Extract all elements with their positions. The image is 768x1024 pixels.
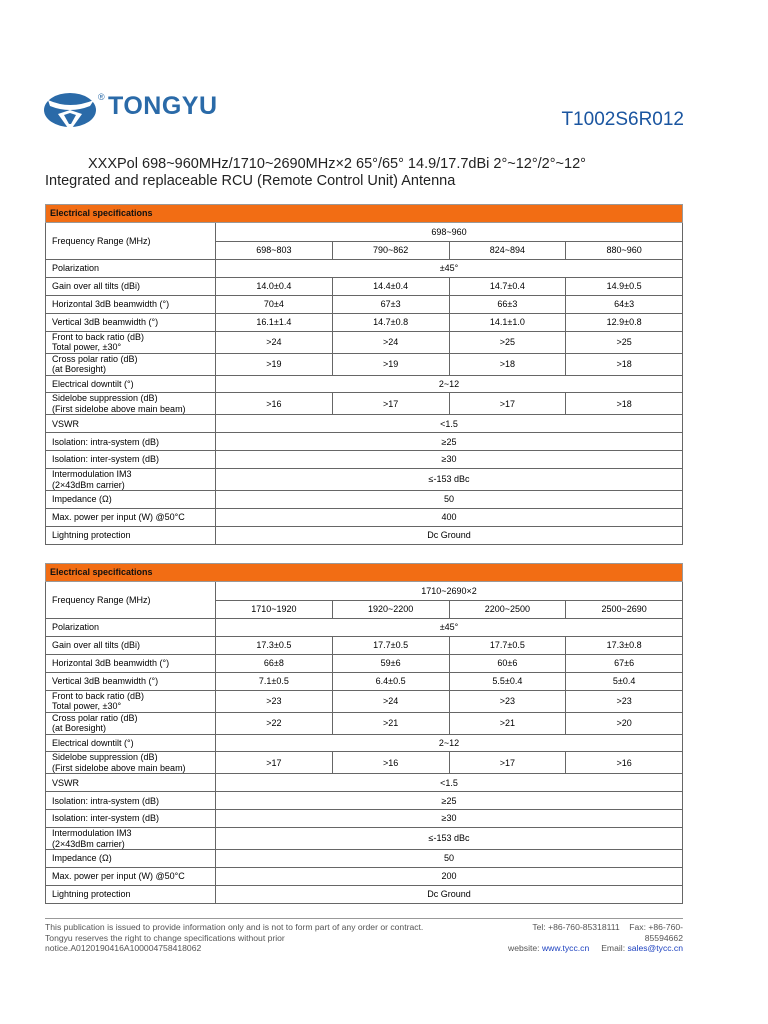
spec-value: 14.0±0.4	[216, 277, 333, 295]
spec-label	[46, 810, 216, 828]
spec-label	[46, 313, 216, 331]
spec-label-line: Sidelobe suppression (dB)	[52, 393, 158, 404]
spec-value: 64±3	[566, 295, 683, 313]
spec-label	[46, 654, 216, 672]
spec-value: >25	[566, 331, 683, 353]
spec-value: >24	[332, 331, 449, 353]
spec-row	[46, 868, 683, 886]
spec-value: 2~12	[216, 734, 683, 752]
spec-value: >25	[449, 331, 566, 353]
spec-value: 14.7±0.8	[332, 313, 449, 331]
spec-label	[46, 712, 216, 734]
spec-label	[46, 277, 216, 295]
brand-name: TONGYU	[108, 92, 218, 120]
sub-band-cell: 790~862	[332, 242, 449, 260]
spec-label	[46, 491, 216, 509]
tel-label: Tel:	[532, 922, 549, 932]
spec-value: >17	[449, 752, 566, 774]
spec-label-line: Cross polar ratio (dB)	[52, 353, 138, 364]
spec-label	[46, 619, 216, 637]
spec-row	[46, 509, 683, 527]
spec-value: >21	[449, 712, 566, 734]
spec-value: >24	[216, 331, 333, 353]
spec-row	[46, 810, 683, 828]
spec-label-line: Total power, ±30°	[52, 342, 122, 353]
spec-label	[46, 375, 216, 393]
spec-row	[46, 451, 683, 469]
spec-label	[46, 393, 216, 415]
spec-value: 5±0.4	[566, 672, 683, 690]
spec-value: 5.5±0.4	[449, 672, 566, 690]
spec-value: 60±6	[449, 654, 566, 672]
spec-value: >18	[449, 353, 566, 375]
frequency-range-label: Frequency Range (MHz)	[46, 223, 216, 260]
disclaimer-line: This publication is issued to provide information only and is not to form part of any order or contract.	[45, 922, 424, 932]
spec-value: 50	[216, 850, 683, 868]
spec-value: 67±3	[332, 295, 449, 313]
model-number: T1002S6R012	[561, 109, 684, 130]
spec-row	[46, 774, 683, 792]
spec-value: >16	[216, 393, 333, 415]
spec-label-line: Gain over all tilts (dBi)	[52, 281, 141, 292]
spec-value: >16	[566, 752, 683, 774]
spec-value: >16	[332, 752, 449, 774]
spec-label	[46, 752, 216, 774]
spec-label-line: Horizontal 3dB beamwidth (°)	[52, 298, 170, 309]
spec-label-line: Intermodulation IM3	[52, 828, 132, 839]
spec-value: 17.7±0.5	[449, 636, 566, 654]
spec-value: >18	[566, 393, 683, 415]
spec-label-line: Max. power per input (W) @50°C	[52, 871, 185, 882]
spec-row	[46, 353, 683, 375]
spec-row	[46, 469, 683, 491]
spec-label-line: Cross polar ratio (dB)	[52, 712, 138, 723]
spec-label	[46, 433, 216, 451]
spec-label-line: VSWR	[52, 418, 79, 429]
spec-label-line: (First sidelobe above main beam)	[52, 403, 186, 414]
spec-label	[46, 260, 216, 278]
section-header-row	[46, 564, 683, 582]
spec-row	[46, 734, 683, 752]
registered-mark: ®	[98, 92, 105, 102]
spec-label-line: Impedance (Ω)	[52, 494, 112, 505]
spec-value: <1.5	[216, 774, 683, 792]
spec-value: 59±6	[332, 654, 449, 672]
spec-value: ±45°	[216, 619, 683, 637]
document-id: notice.A0120190416A100004758418062	[45, 943, 202, 953]
spec-row	[46, 828, 683, 850]
spec-value: ≤-153 dBc	[216, 469, 683, 491]
spec-row	[46, 526, 683, 544]
spec-label-line: Lightning protection	[52, 530, 131, 541]
email-link[interactable]: sales@tycc.cn	[627, 943, 683, 953]
spec-label	[46, 509, 216, 527]
frequency-band-row	[46, 582, 683, 601]
spec-label-line: Electrical downtilt (°)	[52, 378, 134, 389]
product-title-line2: Integrated and replaceable RCU (Remote Control Unit) Antenna	[45, 173, 456, 189]
spec-row	[46, 752, 683, 774]
spec-label-line: Vertical 3dB beamwidth (°)	[52, 316, 159, 327]
spec-row	[46, 885, 683, 903]
spec-value: 2~12	[216, 375, 683, 393]
fax-number: +86-760-	[648, 922, 683, 932]
spec-label	[46, 885, 216, 903]
spec-label-line: Front to back ratio (dB)	[52, 331, 145, 342]
spec-value: 50	[216, 491, 683, 509]
fax-label: Fax:	[629, 922, 649, 932]
tel-number: +86-760-85318111	[548, 922, 620, 932]
spec-value: >22	[216, 712, 333, 734]
section-header: Electrical specifications	[46, 564, 683, 582]
sub-band-cell: 824~894	[449, 242, 566, 260]
spec-value: 14.7±0.4	[449, 277, 566, 295]
section-header: Electrical specifications	[46, 205, 683, 223]
spec-label	[46, 295, 216, 313]
spec-value: 200	[216, 868, 683, 886]
spec-value: 14.1±1.0	[449, 313, 566, 331]
spec-label-line: Max. power per input (W) @50°C	[52, 512, 185, 523]
footer-contact	[508, 922, 683, 954]
spec-label-line: Isolation: intra-system (dB)	[52, 436, 160, 447]
spec-label	[46, 469, 216, 491]
sub-band-cell: 698~803	[216, 242, 333, 260]
spec-value: >24	[332, 690, 449, 712]
spec-row	[46, 375, 683, 393]
section-header-row	[46, 205, 683, 223]
spec-label-line: Isolation: inter-system (dB)	[52, 813, 160, 824]
spec-value: >21	[332, 712, 449, 734]
spec-value: 17.3±0.8	[566, 636, 683, 654]
spec-label	[46, 353, 216, 375]
spec-row	[46, 690, 683, 712]
spec-table-low-band	[45, 204, 683, 545]
footer-disclaimer	[45, 922, 423, 954]
footer-divider	[45, 918, 683, 919]
spec-label-line: Isolation: inter-system (dB)	[52, 454, 160, 465]
product-title-line1: XXXPol 698~960MHz/1710~2690MHz×2 65°/65° 14.9/17.7dBi 2°~12°/2°~12°	[88, 156, 586, 172]
spec-value: 6.4±0.5	[332, 672, 449, 690]
sub-band-cell: 1710~1920	[216, 601, 333, 619]
spec-label-line: (2×43dBm carrier)	[52, 479, 125, 490]
spec-value: 7.1±0.5	[216, 672, 333, 690]
spec-label-line: Total power, ±30°	[52, 701, 122, 712]
spec-label-line: Intermodulation IM3	[52, 469, 132, 480]
spec-row	[46, 331, 683, 353]
spec-value: >19	[216, 353, 333, 375]
spec-value: <1.5	[216, 415, 683, 433]
spec-label	[46, 850, 216, 868]
spec-label	[46, 828, 216, 850]
spec-label-line: VSWR	[52, 777, 79, 788]
spec-label-line: Impedance (Ω)	[52, 853, 112, 864]
spec-row	[46, 491, 683, 509]
spec-value: 14.4±0.4	[332, 277, 449, 295]
spec-label	[46, 526, 216, 544]
spec-row	[46, 260, 683, 278]
spec-value: 400	[216, 509, 683, 527]
website-link[interactable]: www.tycc.cn	[541, 943, 590, 953]
spec-label-line: Vertical 3dB beamwidth (°)	[52, 675, 159, 686]
spec-label-line: (at Boresight)	[52, 364, 107, 375]
spec-value: ≥25	[216, 792, 683, 810]
spec-value: >17	[332, 393, 449, 415]
spec-label-line: Electrical downtilt (°)	[52, 737, 134, 748]
spec-label-line: (at Boresight)	[52, 723, 107, 734]
email-label: Email:	[601, 943, 628, 953]
spec-value: 14.9±0.5	[566, 277, 683, 295]
spec-value: 12.9±0.8	[566, 313, 683, 331]
spec-value: ±45°	[216, 260, 683, 278]
spec-label	[46, 331, 216, 353]
phone-fax-line	[508, 922, 683, 933]
spec-value: >18	[566, 353, 683, 375]
spec-label	[46, 672, 216, 690]
sub-band-cell: 1920~2200	[332, 601, 449, 619]
spec-value: 16.1±1.4	[216, 313, 333, 331]
spec-label	[46, 734, 216, 752]
spec-label-line: Polarization	[52, 263, 100, 274]
sub-band-cell: 880~960	[566, 242, 683, 260]
spec-row	[46, 654, 683, 672]
spec-label-line: (First sidelobe above main beam)	[52, 762, 186, 773]
spec-label-line: Gain over all tilts (dBi)	[52, 640, 141, 651]
website-label: website:	[508, 943, 542, 953]
spec-row	[46, 295, 683, 313]
spec-label	[46, 868, 216, 886]
spec-value: Dc Ground	[216, 885, 683, 903]
spec-row	[46, 393, 683, 415]
spec-value: 17.3±0.5	[216, 636, 333, 654]
spec-row	[46, 712, 683, 734]
spec-value: 66±8	[216, 654, 333, 672]
spec-value: ≥25	[216, 433, 683, 451]
spec-label	[46, 690, 216, 712]
spec-label	[46, 792, 216, 810]
spec-value: >19	[332, 353, 449, 375]
spec-label	[46, 636, 216, 654]
spec-row	[46, 636, 683, 654]
spec-row	[46, 313, 683, 331]
disclaimer-line: Tongyu reserves the right to change specifications without prior	[45, 932, 285, 943]
spec-label-line: Front to back ratio (dB)	[52, 690, 145, 701]
spec-value: ≥30	[216, 451, 683, 469]
spec-value: >23	[566, 690, 683, 712]
spec-label	[46, 774, 216, 792]
spec-value: ≥30	[216, 810, 683, 828]
spec-value: >17	[216, 752, 333, 774]
spec-row	[46, 792, 683, 810]
spec-value: >20	[566, 712, 683, 734]
frequency-range-label: Frequency Range (MHz)	[46, 582, 216, 619]
spec-value: Dc Ground	[216, 526, 683, 544]
spec-row	[46, 619, 683, 637]
spec-value: >23	[449, 690, 566, 712]
spec-value: >17	[449, 393, 566, 415]
spec-value: 66±3	[449, 295, 566, 313]
spec-label-line: Isolation: intra-system (dB)	[52, 795, 160, 806]
spec-value: ≤-153 dBc	[216, 828, 683, 850]
spec-label	[46, 415, 216, 433]
spec-table-high-band	[45, 563, 683, 904]
sub-band-cell: 2500~2690	[566, 601, 683, 619]
spec-label-line: Horizontal 3dB beamwidth (°)	[52, 657, 170, 668]
frequency-band: 1710~2690×2	[216, 582, 683, 601]
spec-value: 67±6	[566, 654, 683, 672]
spec-label-line: Lightning protection	[52, 889, 131, 900]
spec-label	[46, 451, 216, 469]
fax-number-cont: 85594662	[644, 932, 683, 943]
frequency-band: 698~960	[216, 223, 683, 242]
frequency-band-row	[46, 223, 683, 242]
spec-value: 17.7±0.5	[332, 636, 449, 654]
spec-label-line: Sidelobe suppression (dB)	[52, 752, 158, 763]
spec-row	[46, 433, 683, 451]
spec-row	[46, 415, 683, 433]
spec-label-line: Polarization	[52, 622, 100, 633]
sub-band-cell: 2200~2500	[449, 601, 566, 619]
spec-row	[46, 850, 683, 868]
spec-label-line: (2×43dBm carrier)	[52, 838, 125, 849]
spec-value: >23	[216, 690, 333, 712]
spec-value: 70±4	[216, 295, 333, 313]
spec-row	[46, 277, 683, 295]
spec-row	[46, 672, 683, 690]
web-email-line	[508, 943, 683, 954]
